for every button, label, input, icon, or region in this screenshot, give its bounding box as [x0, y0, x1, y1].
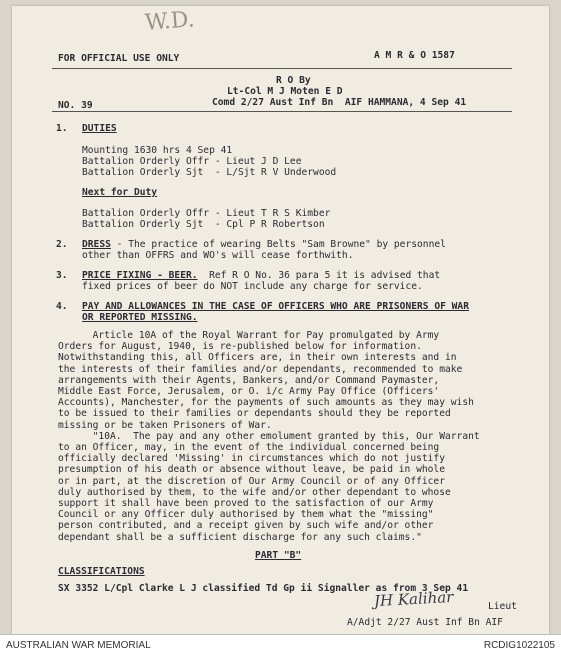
section-2-title: DRESS [82, 239, 111, 250]
section-1-title: DUTIES [82, 123, 117, 134]
document-page [12, 6, 549, 634]
archive-name: AUSTRALIAN WAR MEMORIAL [6, 640, 151, 651]
body-line: presumption of his death or absence without leave, be paid in whole [58, 464, 445, 476]
section-2-text: - The practice of wearing Belts "Sam Browne" by personnel [110, 239, 446, 250]
order-number: NO. 39 [58, 100, 93, 111]
command-line: Comd 2/27 Aust Inf Bn AIF HAMMANA, 4 Sep 41 [212, 97, 467, 108]
section-4-title: PAY AND ALLOWANCES IN THE CASE OF OFFICERS WHO ARE PRISONERS OF WAR [82, 301, 469, 312]
section-1-line: Battalion Orderly Offr - Lieut J D Lee [82, 156, 302, 167]
section-3-number: 3. [56, 270, 68, 281]
ro-by: R O By [276, 75, 311, 86]
section-1-line: Battalion Orderly Sjt - Cpl P R Robertson [82, 219, 325, 230]
section-3-line [82, 270, 440, 281]
classifications-heading: CLASSIFICATIONS [58, 566, 145, 577]
body-line: Council or any Officer duly authorised by them what the "missing" [58, 509, 434, 521]
header-rule [52, 68, 512, 69]
body-line: Notwithstanding this, all Officers are, in their own interests and in [58, 352, 457, 364]
officer-name: Lt-Col M J Moten E D [227, 86, 343, 97]
section-1-number: 1. [56, 123, 68, 134]
body-line: "10A. The pay and any other emolument granted by this, Our Warrant [58, 430, 480, 442]
section-3-text: Ref R O No. 36 para 5 it is advised that [197, 270, 441, 281]
section-2-number: 2. [56, 239, 68, 250]
body-line: officially declared 'Missing' in circumstances which do not justify [58, 453, 445, 465]
section-4-number: 4. [56, 301, 68, 312]
body-line: duly authorised by them, to the wife and/or other dependant to whose [58, 486, 451, 498]
archive-footer [0, 634, 561, 655]
form-number: A M R & O 1587 [374, 50, 455, 61]
body-line: missing or be taken Prisoners of War. [58, 419, 272, 431]
section-3-title: PRICE FIXING - BEER. [82, 270, 198, 281]
body-line: Article 10A of the Royal Warrant for Pay promulgated by Army [58, 330, 440, 341]
body-line: Orders for August, 1940, is re-published below for information. [58, 341, 422, 353]
next-for-duty-heading: Next for Duty [82, 187, 158, 198]
section-4-title-cont: OR REPORTED MISSING. [82, 312, 198, 323]
handwritten-mark: W.D. [144, 7, 196, 36]
body-line: support it shall have been proved to the satisfaction of our Army [58, 498, 434, 509]
part-b-heading: PART "B" [255, 550, 302, 561]
body-line: Accounts), Manchester, for the payments of such amounts as they may wish [58, 397, 474, 409]
official-use-label: FOR OFFICIAL USE ONLY [58, 53, 180, 64]
body-line: Middle East Force, Jerusalem, or O. i/c Army Pay Office (Officers' [58, 386, 440, 397]
body-line: person contributed, and a receipt given by such wife and/or other [58, 520, 434, 532]
archive-reference: RCDIG1022105 [483, 640, 555, 651]
signature-rank: Lieut [488, 601, 517, 612]
section-1-line: Battalion Orderly Sjt - L/Sjt R V Underwood [82, 167, 337, 178]
classification-entry: SX 3352 L/Cpl Clarke L J classified Td Gp ii Signaller as from 3 Sep 41 [58, 583, 469, 594]
section-1-line: Mounting 1630 hrs 4 Sep 41 [82, 145, 233, 156]
signature-scrawl: JH Kalihar [373, 587, 454, 611]
signature-title: A/Adjt 2/27 Aust Inf Bn AIF [347, 617, 503, 628]
section-2-line [82, 239, 446, 250]
body-line: arrangements with their Agents, Bankers, and/or Command Paymaster, [58, 374, 440, 386]
body-line: dependant shall be a sufficient discharge for any such claims." [58, 531, 422, 543]
command-rule [52, 111, 512, 112]
body-line: or in part, at the discretion of Our Army Council or of any Officer [58, 475, 445, 487]
body-line: to be issued to their families or dependants should they be reported [58, 408, 451, 420]
section-2-line: other than OFFRS and WO's will cease forthwith. [82, 250, 354, 261]
section-1-line: Battalion Orderly Offr - Lieut T R S Kimber [82, 208, 331, 219]
body-line: the interests of their families and/or dependants, recommended to make [58, 363, 463, 375]
section-3-line: fixed prices of beer do NOT include any charge for service. [82, 281, 423, 292]
body-line: to an Officer, may, in the event of the individual concerned being [58, 442, 440, 453]
